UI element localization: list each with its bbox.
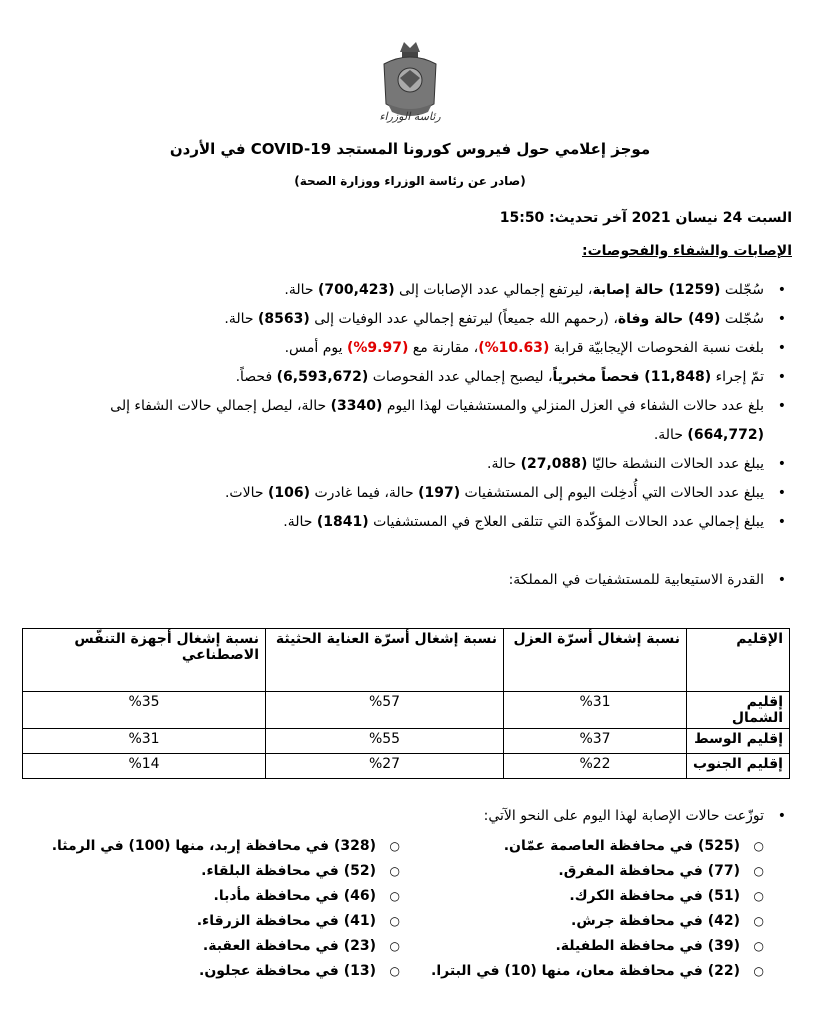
- list-item: • يبلغ عدد الحالات التي أُدخِلت اليوم إلى المستشفيات (197) حالة، فيما غادرت (106) حالات.: [32, 479, 792, 508]
- table-row: [23, 729, 790, 754]
- list-item: ○ (328) في محافظة إربد، منها (100) في الرمثا.: [10, 834, 400, 859]
- icu-cell: %27: [266, 754, 504, 779]
- list-item: ○ (41) في محافظة الزرقاء.: [10, 909, 400, 934]
- list-item: • سُجّلت (1259) حالة إصابة، ليرتفع إجمالي عدد الإصابات إلى (700,423) حالة.: [32, 276, 792, 305]
- isolation-cell: %31: [504, 692, 687, 729]
- column-header-region: الإقليم: [687, 629, 790, 692]
- stats-list: [32, 276, 792, 537]
- distribution-label: • توزّعت حالات الإصابة لهذا اليوم على النحو الآتي:: [484, 808, 792, 824]
- ventilators-cell: %31: [23, 729, 266, 754]
- capacity-label: • القدرة الاستيعابية للمستشفيات في المملكة:: [509, 572, 792, 588]
- list-item: • بلغ عدد حالات الشفاء في العزل المنزلي والمستشفيات لهذا اليوم (3340) حالة، ليصل إجمالي حالات الشفاء إلى (664,772) حالة.: [32, 392, 792, 450]
- list-item: ○ (39) في محافظة الطفيلة.: [404, 934, 764, 959]
- list-item: • بلغت نسبة الفحوصات الإيجابيّة قرابة (10.63%)، مقارنة مع (9.97%) يوم أمس.: [32, 334, 792, 363]
- column-header-ventilators: نسبة إشغال أجهزة التنفّس الاصطناعي: [23, 629, 266, 692]
- list-item: ○ (51) في محافظة الكرك.: [404, 884, 764, 909]
- region-cell: إقليم الوسط: [687, 729, 790, 754]
- ventilators-cell: %35: [23, 692, 266, 729]
- list-item: ○ (77) في محافظة المفرق.: [404, 859, 764, 884]
- capacity-table: [22, 628, 790, 779]
- list-item: ○ (13) في محافظة عجلون.: [10, 959, 400, 984]
- table-header-row: [23, 629, 790, 692]
- list-item: ○ (52) في محافظة البلقاء.: [10, 859, 400, 884]
- emblem-caption: رئاسة الوزراء: [379, 110, 441, 123]
- region-cell: إقليم الجنوب: [687, 754, 790, 779]
- isolation-cell: %37: [504, 729, 687, 754]
- list-item: ○ (525) في محافظة العاصمة عمّان.: [404, 834, 764, 859]
- list-item: ○ (22) في محافظة معان، منها (10) في البترا.: [404, 959, 764, 984]
- ventilators-cell: %14: [23, 754, 266, 779]
- page-title: موجز إعلامي حول فيروس كورونا المستجد COVID-19 في الأردن: [169, 140, 651, 158]
- section-heading: الإصابات والشفاء والفحوصات:: [582, 243, 792, 259]
- column-header-isolation: نسبة إشغال أسرّة العزل: [504, 629, 687, 692]
- list-item: • يبلغ إجمالي عدد الحالات المؤكّدة التي تتلقى العلاج في المستشفيات (1841) حالة.: [32, 508, 792, 537]
- dateline: السبت 24 نيسان 2021 آخر تحديث: 15:50: [499, 210, 792, 226]
- list-item: • تمّ إجراء (11,848) فحصاً مخبرياً، ليصبح إجمالي عدد الفحوصات (6,593,672) فحصاً.: [32, 363, 792, 392]
- region-cell: إقليم الشمال: [687, 692, 790, 729]
- column-header-icu: نسبة إشغال أسرّة العناية الحثيثة: [266, 629, 504, 692]
- list-item: • يبلغ عدد الحالات النشطة حاليّا (27,088) حالة.: [32, 450, 792, 479]
- list-item: ○ (23) في محافظة العقبة.: [10, 934, 400, 959]
- isolation-cell: %22: [504, 754, 687, 779]
- table-row: [23, 754, 790, 779]
- distribution-column-right: [404, 834, 764, 984]
- page-subtitle: (صادر عن رئاسة الوزراء ووزارة الصحة): [294, 174, 526, 188]
- icu-cell: %57: [266, 692, 504, 729]
- distribution-column-left: [10, 834, 400, 984]
- list-item: ○ (42) في محافظة جرش.: [404, 909, 764, 934]
- list-item: ○ (46) في محافظة مأدبا.: [10, 884, 400, 909]
- icu-cell: %55: [266, 729, 504, 754]
- list-item: • سُجّلت (49) حالة وفاة، (رحمهم الله جميعاً) ليرتفع إجمالي عدد الوفيات إلى (8563) حالة.: [32, 305, 792, 334]
- table-row: [23, 692, 790, 729]
